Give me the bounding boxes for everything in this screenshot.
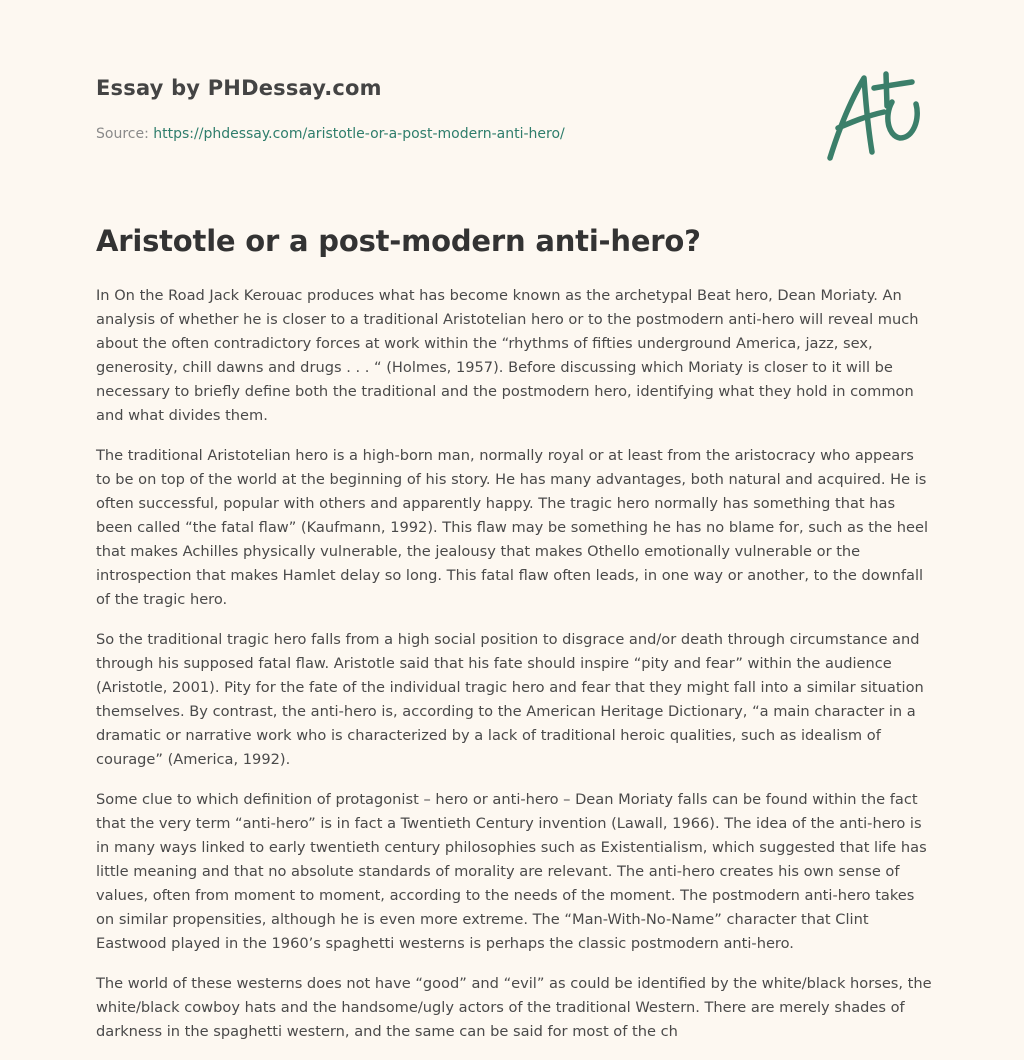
paragraph: So the traditional tragic hero falls from a high social position to disgrace and/or death through circumstance and through his supposed fatal flaw. Aristotle said that his fate should inspire “pity and fear” within the audience (Aristotle, 2001). Pity for the fate of the individual tragic hero and fear that they might fall into a similar situation themselves. By contrast, the anti-hero is, according to the American Heritage Dictionary, “a main character in a dramatic or narrative work who is characterized by a lack of traditional heroic qualities, such as idealism of courage” (America, 1992). [96,631,924,768]
paragraph: Some clue to which definition of protagonist – hero or anti-hero – Dean Moriaty falls can be found within the fact that the very term “anti-hero” is in fact a Twentieth Century invention (Lawall, 1966). The idea of the anti-hero is in many ways linked to early twentieth century philosophies such as Existentialism, which suggested that life has little meaning and that no absolute standards of morality are relevant. The anti-hero creates his own sense of values, often from moment to moment, according to the needs of the moment. The postmodern anti-hero takes on similar propensities, although he is even more extreme. The “Man-With-No-Name” character that Clint Eastwood played in the 1960’s spaghetti westerns is perhaps the classic postmodern anti-hero. [96,791,927,952]
a-plus-logo-icon [820,66,930,166]
article-title: Aristotle or a post-modern anti-hero? [96,224,701,258]
paragraph: The traditional Aristotelian hero is a high-born man, normally royal or at least from the aristocracy who appears to be on top of the world at the beginning of his story. He has many advantages, both natural and acquired. He is often successful, popular with others and apparently happy. The tragic hero normally has something that has been called “the fatal flaw” (Kaufmann, 1992). This flaw may be something he has no blame for, such as the heel that makes Achilles physically vulnerable, the jealousy that makes Othello emotionally vulnerable or the introspection that makes Hamlet delay so long. This fatal flaw often leads, in one way or another, to the downfall of the tragic hero. [96,447,929,608]
paragraph: The world of these westerns does not have “good” and “evil” as could be identified by the white/black horses, the white/black cowboy hats and the handsome/ugly actors of the traditional Western. There are merely shades of darkness in the spaghetti western, and the same can be said for most of the ch [96,975,932,1040]
paragraph: In On the Road Jack Kerouac produces what has become known as the archetypal Beat hero, Dean Moriaty. An analysis of whether he is closer to a traditional Aristotelian hero or to the postmodern anti-hero will reveal much about the often contradictory forces at work within the “rhythms of fifties underground America, jazz, sex, generosity, chill dawns and drugs . . . “ (Holmes, 1957). Before discussing which Moriaty is closer to it will be necessary to briefly define both the traditional and the postmodern hero, identifying what they hold in common and what divides them. [96,287,919,424]
page-header [96,76,928,142]
source-link[interactable]: https://phdessay.com/aristotle-or-a-post-modern-anti-hero/ [153,126,565,142]
source-line [96,126,565,142]
source-label: Source: [96,126,149,142]
article-body [96,284,932,1060]
site-brand: Essay by PHDessay.com [96,76,382,100]
